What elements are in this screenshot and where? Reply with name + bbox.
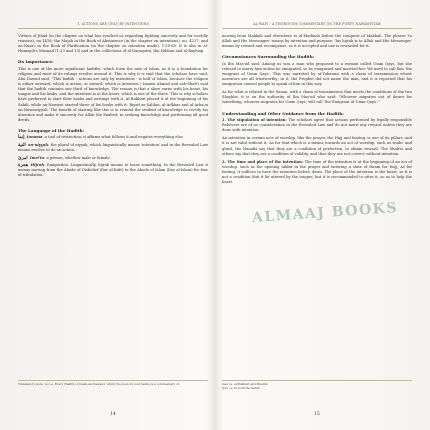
arabic-term: امرئ	[18, 155, 28, 161]
footnotes	[222, 380, 412, 391]
term-definition: a person, whether male or female.	[46, 155, 111, 160]
point-paragraph: An intention in certain acts of worship, like the prayer, the Hajj and fasting, is one of its pillars, and it is not valid without it. As for that which is a means towards an act of worship, such as wudu' and ghusl, the Hanafis say that they are a condition of perfection, to obtain reward. The Shafi'is and others say that they are a condition of validity, and thus they are not correct without intention.	[222, 136, 412, 156]
term-item: إنما Innama: a tool of restriction; it affirms what follows it and negates everything else.	[18, 135, 184, 141]
term-label: Imri'in	[29, 155, 45, 160]
term-label: an-niyyah	[28, 143, 49, 147]
arabic-term: النية	[18, 143, 26, 148]
left-page	[18, 22, 208, 417]
point-text: The scholars agree that actions performed by legally responsible Believers are of no consideration in the Revealed Law and do not merit any reward unless they are done with intention.	[222, 118, 412, 133]
term-definition: Emigration. Linguistically, hijrah means to leave something. In the Revealed Law it means moving from the Abode of Disbelief (Dar al-Kufr) to the Abode of Islam (Dar al-Islam) for fear of tribulation.	[18, 163, 208, 178]
point-paragraph	[222, 160, 412, 185]
term-item: هجرة Hijrah: Emigration. Linguistically, hijrah means to leave something. In the Revealed Law it means moving from the Abode of Disbelief (Dar al-Kufr) to the Abode of Islam (Dar al-Islam) for fear of tribulation.	[18, 163, 208, 178]
term-label: Innama	[26, 135, 43, 140]
term-item: النية an-niyyah: the plural of niyyah, which linguistically means 'intention' and in the Revealed Law means resolve to do an action.	[18, 143, 208, 153]
page-number: 14	[110, 412, 116, 417]
term-definition: the plural of niyyah, which linguistically means 'intention' and in the Revealed Law means resolve to do an action.	[18, 143, 208, 153]
importance-paragraph: This is one of the more significant hadiths, which form the axis of Islam, as it is a foundation for religion and most of its rulings revolve around it. This is why it is said that the scholars have said, Abu Dawud said, "This hadith - actions are only by intentions - is half of Islam, because the religion is either outward, which is action, or inward, which is intention." Imams Ahmad and ash-Shafi'i said that the hadith contains one third of knowledge. The reason is that a slave earns with his heart, his tongue and his limbs, and the intention is in the heart, which is one of the three. This is why scholars have preferred to start their books and writings with it. Al-Bukhari placed it at the beginning of his Sahih, while an-Nawawi started three of his books with it: Riyad as-Salihin, al-Adhkar and al-Arba'in an-Nawawiyyah. The benefit of starting like this is to remind the student of knowledge to rectify his intention and make it sincerely for Allah the Exalted, in seeking knowledge and performing all good deeds.	[18, 66, 208, 122]
arabic-term: هجرة	[18, 163, 29, 169]
footnotes	[18, 380, 208, 387]
section-heading: Its Importance:	[18, 59, 54, 65]
point-paragraph	[222, 118, 412, 133]
section-heading: Understanding and Other Guidance from the Hadith:	[222, 110, 344, 116]
footnote: (bb) i.e. in both the Sahih	[222, 385, 260, 390]
point-title: 2. The time and place of the intention:	[222, 159, 304, 164]
section-heading: The Language of the Hadith:	[18, 127, 85, 133]
circumstances-paragraph: In Ibn Mas'ud said: Among us was a man who proposed to a woman called Umm Qays, but she refused to marry him unless he emigrated, so he emigrated and married her. We used to call him 'the emigrant of Umm Qays'. This was narrated by at-Tabarani with a chain of transmission whose narrators are all trustworthy; in it, the Prophet did not name the man, and it is reported that his emigration caused people to speak of him in this way.	[222, 61, 412, 87]
page-number: 15	[314, 412, 320, 417]
footnote: Translator's note: (s) i.e. Every Hadith of Imam an-Nawawi, which the book in your hands is a commentary of.	[18, 382, 180, 386]
section-heading: Circumstances Surrounding the Hadith:	[222, 54, 315, 60]
point-title: 1. The stipulation of intention:	[222, 118, 287, 123]
watermark: ALMAAJ BOOKS	[251, 199, 399, 227]
term-label: Hijrah	[30, 163, 45, 168]
intro-paragraph: Virtues of Jihad (in the chapter on what has reached us regarding fighting sincerely and for worldly reasons), no.1416; the Majah in the Book of Abstinence (in the chapter on intentions), no. 4227; and an-Nasa'i in the Book of Purification (in the chapter on intention made), 1:59-60. It is also in al-Humaydi's Musnad (1:23 and 13) and in the collections of al-Daraqutni, Ibn Hibban and al-Bayhaqi.	[18, 34, 208, 54]
term-item: امرئ Imri'in: a person, whether male or female.	[18, 155, 111, 161]
circumstances-paragraph-2: As for what is related in the Sunan, with a chain of transmission that meets the conditions of the two Shaykhs, it is on the authority of Ibn Mas'ud who said: "Whoever migrates out of desire for something, whoever migrates for Umm Qays, will call 'the Emigrant of Umm Qays'."	[222, 90, 412, 105]
running-head: AL-WAFI - A THOROUGH COMMENTARY ON THE FORTY NAWAWIYYAH	[222, 22, 412, 29]
arabic-term: إنما	[18, 135, 25, 141]
intro-paragraph: moving from Makkah and elsewhere to al-Madinah before the conquest of Makkah. The phrase 'to Allah and His Messenger' means by intention and purpose; 'his hijrah is to Allah and His Messenger' means by reward and recompense, so it is accepted and one is rewarded for it.	[222, 34, 412, 49]
footnote: (aa) i.e. al-Bukhari and Muslim	[222, 382, 268, 386]
point-text: The time of the intention is at the beginning of an act of worship, such as the opening takbir in the prayer and entering a state of ihram for Hajj. As for fasting, it suffices to have the intention before dawn. The place of the intention is the heart, so it is not a condition that it be uttered by the tongue; but it is recommended to utter it, so as to help the heart.	[222, 159, 412, 185]
running-head: 1. ACTIONS ARE ONLY BY INTENTIONS	[18, 22, 208, 29]
term-definition: a tool of restriction; it affirms what follows it and negates everything else.	[44, 135, 184, 140]
